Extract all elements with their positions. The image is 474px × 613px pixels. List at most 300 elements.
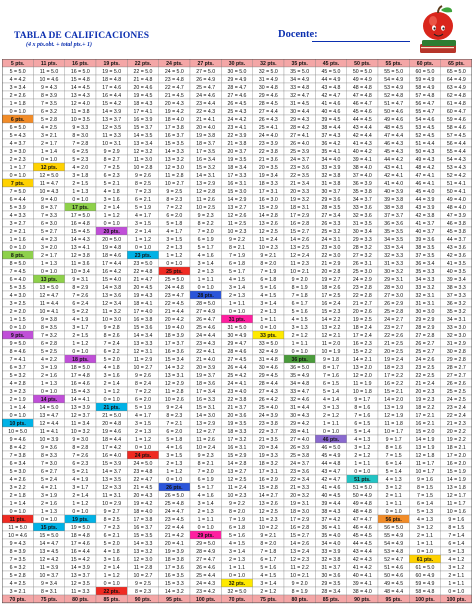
grade-cell — [441, 355, 472, 363]
grade-cell-label: 29 = 5.0 — [196, 541, 216, 547]
grade-cell — [65, 115, 96, 123]
grade-cell-label: 31 = 4.8 — [258, 357, 278, 363]
grade-cell — [221, 91, 252, 99]
grade-cell-label: 18 = 3.3 — [227, 429, 247, 435]
grade-cell-label: 42 = 3.6 — [446, 253, 466, 259]
grade-cell — [2, 387, 33, 395]
points-header — [96, 587, 127, 595]
grade-cell — [441, 579, 472, 587]
grade-cell — [159, 491, 190, 499]
grade-cell-label: 5 = 2.3 — [72, 157, 89, 163]
grade-cell — [2, 467, 33, 475]
grade-cell-label: 60 = 4.9 — [415, 573, 435, 579]
grade-cell — [284, 67, 315, 75]
grade-cell — [441, 547, 472, 555]
grade-cell — [221, 483, 252, 491]
grade-cell — [284, 131, 315, 139]
grade-cell — [378, 251, 409, 259]
grade-cell-label: 24 = 4.4 — [196, 333, 216, 339]
grade-cell — [159, 379, 190, 387]
grade-cell — [378, 139, 409, 147]
grade-cell — [347, 339, 378, 347]
grade-cell — [33, 355, 64, 363]
grade-cell — [190, 259, 221, 267]
grade-cell-label: 8 = 1.9 — [291, 589, 308, 595]
grade-cell — [159, 235, 190, 243]
footer-points-header — [441, 595, 472, 603]
grade-cell-label: 12 = 2.7 — [196, 429, 216, 435]
grade-cell-label: 8 = 4.2 — [9, 445, 26, 451]
grade-cell-label: 19 = 3.5 — [227, 421, 247, 427]
grade-cell — [190, 347, 221, 355]
grade-cell-label: 20 = 4.2 — [164, 317, 184, 323]
grade-cell-label: 14 = 3.2 — [164, 365, 184, 371]
grade-cell-label: 43 = 4.4 — [352, 549, 372, 555]
grade-cell-label: 15 = 1.9 — [446, 469, 466, 475]
grade-cell — [409, 531, 440, 539]
grade-cell — [284, 571, 315, 579]
grade-cell-label: 49 = 4.8 — [352, 501, 372, 507]
grade-cell — [65, 571, 96, 579]
grade-cell — [33, 251, 64, 259]
grade-cell — [315, 419, 346, 427]
grade-cell — [441, 75, 472, 83]
points-header-label: 61 pts. — [416, 557, 434, 563]
grade-cell — [441, 99, 472, 107]
grade-cell — [409, 523, 440, 531]
grade-cell-label: 0 = 1.0 — [72, 349, 89, 355]
grade-cell — [190, 475, 221, 483]
grade-cell-label: 15 = 3.1 — [196, 405, 216, 411]
grade-cell — [33, 227, 64, 235]
grade-cell — [33, 491, 64, 499]
points-header — [315, 59, 346, 67]
grade-cell-label: 30 = 2.8 — [446, 349, 466, 355]
grade-cell — [253, 163, 284, 171]
grade-cell-label: 25 = 4.6 — [196, 325, 216, 331]
grade-cell — [190, 403, 221, 411]
grade-cell-label: 8 = 2.7 — [103, 157, 120, 163]
points-header-label: 36 pts. — [291, 357, 308, 363]
grade-cell — [347, 563, 378, 571]
grade-cell-label: 1 = 1.4 — [9, 405, 26, 411]
grade-cell — [33, 331, 64, 339]
points-header-label: 27 pts. — [197, 61, 214, 67]
grade-cell-label: 15 = 3.0 — [227, 189, 247, 195]
grade-cell-label: 20 = 4.8 — [102, 421, 122, 427]
grade-cell-label: 47 = 4.1 — [415, 173, 435, 179]
grade-cell-label: 32 = 4.7 — [290, 93, 310, 99]
grade-cell — [33, 91, 64, 99]
grade-cell — [284, 547, 315, 555]
grade-cell — [96, 243, 127, 251]
grade-cell-label: 13 = 2.6 — [258, 221, 278, 227]
grade-cell — [409, 203, 440, 211]
grade-cell — [378, 467, 409, 475]
grade-cell-label: 41 = 4.0 — [384, 181, 404, 187]
grade-cell-label: 12 = 4.2 — [39, 557, 59, 563]
grade-cell-label: 4 = 1.7 — [134, 213, 152, 219]
grade-cell-label: 9 = 1.7 — [385, 437, 402, 443]
grade-cell — [221, 571, 252, 579]
grade-cell-label: 8 = 3.0 — [72, 133, 89, 139]
grade-cell — [347, 507, 378, 515]
grade-cell-label: 4 = 1.5 — [291, 317, 308, 323]
grade-cell-label: 3 = 1.2 — [448, 565, 465, 571]
grade-cell — [190, 83, 221, 91]
grade-cell — [284, 363, 315, 371]
grade-cell-label: 21 = 4.4 — [164, 309, 184, 315]
grade-cell — [159, 363, 190, 371]
grade-cell — [378, 171, 409, 179]
grade-cell — [127, 539, 158, 547]
grade-cell — [96, 147, 127, 155]
grade-cell — [409, 235, 440, 243]
points-header — [284, 355, 315, 363]
grade-cell — [284, 371, 315, 379]
grade-cell-label: 45 = 4.6 — [352, 109, 372, 115]
grade-cell — [127, 363, 158, 371]
grade-cell — [347, 235, 378, 243]
grade-cell-label: 14 = 3.9 — [70, 565, 90, 571]
grade-cell-label: 10 = 2.3 — [227, 229, 247, 235]
grade-cell — [315, 267, 346, 275]
grade-cell — [409, 99, 440, 107]
grade-cell — [96, 387, 127, 395]
points-header-label: 55 pts. — [385, 61, 402, 67]
grade-cell-label: 35 = 5.0 — [290, 69, 310, 75]
grade-cell-label: 11 = 3.9 — [39, 565, 59, 571]
grade-cell — [33, 123, 64, 131]
grade-cell — [315, 139, 346, 147]
grade-cell — [33, 363, 64, 371]
grade-cell-label: 8 = 2.2 — [197, 221, 214, 227]
grade-cell — [221, 75, 252, 83]
grade-cell-label: 9 = 4.0 — [40, 197, 58, 203]
grade-cell-label: 8 = 2.1 — [197, 461, 214, 467]
grade-cell — [96, 235, 127, 243]
grade-cell-label: 25 = 4.1 — [258, 125, 278, 131]
grade-cell — [441, 523, 472, 531]
grade-cell — [347, 291, 378, 299]
grade-cell-label: 1 = 1.2 — [134, 437, 152, 443]
points-header-label: 33 pts. — [260, 333, 277, 339]
grade-cell — [315, 331, 346, 339]
grade-cell-label: 1 = 1.5 — [9, 317, 26, 323]
grade-cell — [409, 419, 440, 427]
grade-cell-label: 19 = 4.8 — [102, 245, 122, 251]
points-header — [33, 59, 64, 67]
grade-cell-label: 37 = 4.3 — [321, 133, 341, 139]
grade-cell-label: 4 = 1.2 — [448, 557, 465, 563]
grade-cell-label: 6 = 3.0 — [40, 221, 58, 227]
grade-cell — [65, 435, 96, 443]
grade-cell — [96, 339, 127, 347]
grade-cell-label: 49 = 4.9 — [352, 77, 372, 83]
grade-cell — [96, 531, 127, 539]
grade-cell — [378, 267, 409, 275]
grade-cell-label: 8 = 2.5 — [134, 181, 152, 187]
grade-cell — [441, 211, 472, 219]
grade-cell-label: 9 = 3.4 — [40, 581, 58, 587]
grade-cell-label: 10 = 4.3 — [39, 189, 59, 195]
grade-cell-label: 21 = 2.3 — [446, 421, 466, 427]
grade-cell-label: 46 = 4.7 — [352, 101, 372, 107]
grade-cell — [347, 323, 378, 331]
grade-cell-label: 5 = 2.0 — [103, 357, 120, 363]
grade-cell-label: 6 = 2.1 — [134, 197, 152, 203]
grade-cell-label: 0 = 1.0 — [448, 589, 465, 595]
grade-cell-label: 15 = 4.2 — [70, 557, 90, 563]
grade-cell-label: 11 = 2.8 — [133, 565, 153, 571]
points-header — [2, 515, 33, 523]
grade-cell — [127, 419, 158, 427]
grade-cell — [2, 259, 33, 267]
grade-cell-label: 12 = 4.7 — [39, 293, 59, 299]
grade-cell-label: 1 = 1.1 — [354, 461, 371, 467]
grade-cell-label: 22 = 4.1 — [196, 349, 216, 355]
grade-cell — [190, 275, 221, 283]
grade-cell — [253, 139, 284, 147]
grade-cell — [2, 131, 33, 139]
grade-cell-label: 61 = 4.8 — [446, 101, 466, 107]
grade-cell-label: 9 = 2.6 — [134, 173, 152, 179]
grade-cell — [347, 355, 378, 363]
grade-cell — [315, 67, 346, 75]
grade-cell — [253, 291, 284, 299]
grade-cell — [2, 107, 33, 115]
grade-cell-label: 34 = 3.5 — [384, 237, 404, 243]
grade-cell-label: 13 = 3.1 — [164, 373, 184, 379]
grade-cell-label: 19 = 4.6 — [102, 429, 122, 435]
grade-cell — [127, 307, 158, 315]
grade-cell — [378, 491, 409, 499]
grade-cell-label: 26 = 4.9 — [196, 77, 216, 83]
grade-cell-label: 28 = 4.6 — [227, 349, 247, 355]
grade-cell-label: 11 = 5.0 — [8, 525, 27, 531]
grade-cell — [96, 91, 127, 99]
grade-cell — [284, 427, 315, 435]
grade-cell — [284, 499, 315, 507]
grade-cell — [190, 571, 221, 579]
grade-cell — [159, 211, 190, 219]
grade-cell — [347, 283, 378, 291]
grade-cell-label: 8 = 1.5 — [416, 485, 434, 491]
grade-cell — [441, 339, 472, 347]
grade-cell-label: 29 = 3.3 — [352, 237, 372, 243]
grade-cell — [284, 155, 315, 163]
points-header — [96, 59, 127, 67]
grade-cell-label: 22 = 4.5 — [164, 301, 184, 307]
teacher-label: Docente: — [278, 29, 318, 40]
grade-cell-label: 25 = 4.0 — [258, 405, 278, 411]
grade-cell — [221, 411, 252, 419]
grade-cell — [315, 315, 346, 323]
grade-cell-label: 41 = 4.3 — [352, 141, 372, 147]
grade-cell — [253, 539, 284, 547]
grade-cell-label: 14 = 1.9 — [415, 437, 435, 443]
grade-cell-label: 46 = 4.3 — [384, 141, 404, 147]
grade-cell-label: 7 = 1.9 — [228, 517, 246, 523]
grade-cell — [2, 99, 33, 107]
grade-cell-label: 12 = 2.8 — [196, 189, 216, 195]
grade-cell-label: 22 = 2.6 — [384, 333, 404, 339]
grade-cell-label: 18 = 4.0 — [133, 509, 153, 515]
grade-cell-label: 5 = 3.2 — [9, 373, 26, 379]
grade-cell — [347, 331, 378, 339]
grade-cell-label: 20 = 4.0 — [196, 125, 216, 131]
grade-cell — [441, 491, 472, 499]
grade-cell-label: 5 = 1.6 — [260, 565, 277, 571]
grade-cell — [2, 475, 33, 483]
grade-cell — [253, 467, 284, 475]
footer-points-header — [65, 595, 96, 603]
grade-cell-label: 53 = 4.8 — [384, 549, 404, 555]
grade-cell — [378, 379, 409, 387]
grade-cell — [315, 411, 346, 419]
footer-points-label: 100 pts. — [446, 597, 466, 603]
grade-cell-label: 8 = 2.8 — [72, 445, 89, 451]
grade-cell-label: 16 = 3.9 — [133, 117, 153, 123]
grade-cell — [284, 331, 315, 339]
grade-cell-label: 22 = 2.8 — [352, 293, 372, 299]
grade-cell-label: 2 = 1.8 — [9, 493, 26, 499]
grade-cell-label: 24 = 3.9 — [258, 413, 278, 419]
grade-cell — [65, 67, 96, 75]
grade-cell — [409, 195, 440, 203]
grade-cell-label: 18 = 2.3 — [384, 365, 404, 371]
grade-cell-label: 20 = 2.2 — [446, 429, 466, 435]
grade-cell — [127, 83, 158, 91]
grade-cell — [2, 483, 33, 491]
grade-cell-label: 1 = 1.3 — [40, 261, 58, 267]
grade-cell — [96, 115, 127, 123]
grade-cell — [190, 147, 221, 155]
grade-cell-label: 14 = 2.2 — [321, 317, 341, 323]
points-header-label: 11 pts. — [40, 61, 58, 67]
grade-cell — [221, 131, 252, 139]
grade-cell — [96, 67, 127, 75]
grade-cell — [2, 371, 33, 379]
grade-cell — [65, 403, 96, 411]
grade-cell — [315, 299, 346, 307]
grade-cell — [65, 483, 96, 491]
grade-cell-label: 49 = 4.3 — [415, 157, 435, 163]
grade-cell — [190, 283, 221, 291]
grade-cell — [409, 491, 440, 499]
grade-cell — [159, 203, 190, 211]
grade-cell-label: 30 = 4.9 — [227, 333, 247, 339]
grade-cell — [284, 299, 315, 307]
grade-cell — [409, 243, 440, 251]
grade-cell-label: 7 = 2.8 — [72, 141, 89, 147]
grade-cell-label: 46 = 5.0 — [321, 445, 341, 451]
grade-cell — [96, 563, 127, 571]
grade-cell — [284, 147, 315, 155]
grade-cell-label: 29 = 3.6 — [321, 197, 341, 203]
grade-cell — [221, 355, 252, 363]
grade-cell-label: 16 = 3.4 — [196, 157, 216, 163]
grade-cell — [190, 203, 221, 211]
grade-cell — [127, 195, 158, 203]
grade-cell — [159, 587, 190, 595]
grade-cell-label: 10 = 2.3 — [258, 245, 278, 251]
grade-cell — [127, 259, 158, 267]
grade-cell-label: 40 = 3.9 — [384, 189, 404, 195]
grade-cell — [33, 419, 64, 427]
grade-cell-label: 5 = 2.1 — [72, 469, 89, 475]
grade-cell-label: 26 = 4.6 — [196, 565, 216, 571]
grade-cell-label: 35 = 3.8 — [352, 189, 372, 195]
grade-cell-label: 14 = 3.9 — [102, 109, 122, 115]
grade-cell — [221, 179, 252, 187]
grade-cell-label: 15 = 4.8 — [70, 77, 90, 83]
grade-cell-label: 27 = 4.5 — [227, 357, 247, 363]
points-header — [65, 355, 96, 363]
grade-cell-label: 20 = 3.6 — [227, 413, 247, 419]
grade-cell-label: 30 = 3.0 — [415, 309, 435, 315]
grade-cell — [221, 299, 252, 307]
grade-cell-label: 0 = 1.0 — [9, 109, 26, 115]
grade-cell-label: 48 = 4.0 — [446, 205, 466, 211]
grade-cell — [378, 195, 409, 203]
grade-cell — [315, 323, 346, 331]
grade-cell-label: 32 = 3.0 — [446, 333, 466, 339]
grade-cell-label: 19 = 2.4 — [384, 357, 404, 363]
grade-cell — [347, 491, 378, 499]
grade-cell-label: 3 = 1.3 — [322, 405, 340, 411]
grade-cell — [190, 443, 221, 451]
grade-cell-label: 29 = 2.8 — [446, 357, 466, 363]
grade-cell-label: 20 = 3.4 — [258, 445, 278, 451]
grade-cell — [190, 355, 221, 363]
grade-cell — [409, 547, 440, 555]
grade-cell — [33, 483, 64, 491]
grade-cell — [409, 259, 440, 267]
grade-cell-label: 17 = 4.1 — [133, 109, 153, 115]
grade-cell — [253, 219, 284, 227]
grade-cell-label: 10 = 2.1 — [290, 269, 310, 275]
grade-cell — [127, 547, 158, 555]
page-title: TABLA DE CALIFICACIONES — [14, 31, 150, 41]
grade-cell — [347, 299, 378, 307]
grade-cell — [253, 435, 284, 443]
grade-cell-label: 51 = 4.4 — [415, 141, 435, 147]
grade-cell — [33, 99, 64, 107]
grade-cell — [315, 275, 346, 283]
grade-cell-label: 40 = 3.5 — [446, 269, 466, 275]
grade-cell-label: 15 = 2.8 — [258, 485, 278, 491]
points-header — [190, 291, 221, 299]
grade-cell — [347, 411, 378, 419]
grade-cell-label: 12 = 3.3 — [102, 485, 122, 491]
grade-cell — [33, 259, 64, 267]
grade-cell-label: 19 = 3.8 — [196, 133, 216, 139]
grade-cell-label: 30 = 4.8 — [258, 85, 278, 91]
points-header-label: 5 pts. — [10, 61, 25, 67]
footer-points-label: 70 pts. — [9, 597, 26, 603]
grade-cell-label: 29 = 2.9 — [415, 317, 435, 323]
grade-cell-label: 5 = 2.4 — [40, 477, 58, 483]
grade-cell — [96, 139, 127, 147]
grade-cell-label: 0 = 1.0 — [416, 549, 434, 555]
grade-cell-label: 36 = 3.2 — [446, 301, 466, 307]
grade-cell-label: 15 = 3.2 — [196, 165, 216, 171]
grade-cell — [127, 187, 158, 195]
grade-cell-label: 1 = 1.6 — [9, 237, 26, 243]
grade-cell — [65, 387, 96, 395]
grade-cell-label: 51 = 4.6 — [384, 565, 404, 571]
